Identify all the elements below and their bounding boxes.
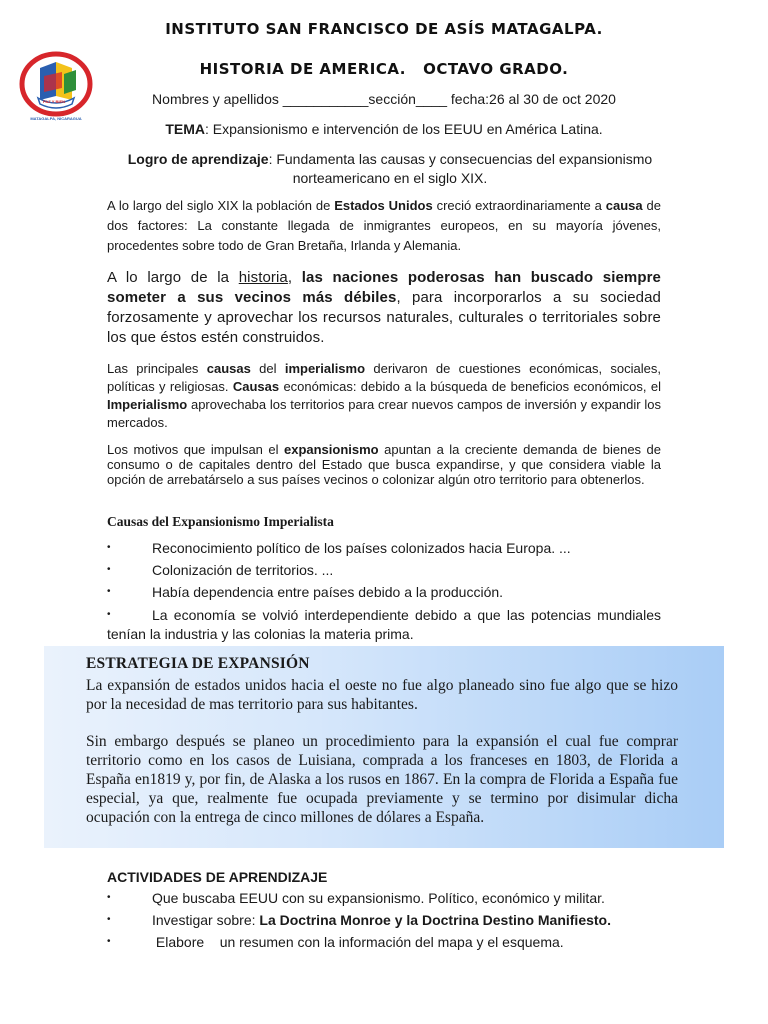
text: Las principales	[107, 361, 207, 376]
bullet-icon: •	[107, 586, 111, 597]
tema-line	[0, 121, 768, 137]
list-item-text: Colonización de territorios. ...	[152, 562, 334, 578]
causas-list	[107, 540, 661, 644]
logro-label: Logro de aprendizaje	[127, 151, 269, 167]
causas-heading: Causas del Expansionismo Imperialista	[107, 514, 334, 529]
bold-text: expansionismo	[283, 442, 379, 457]
logo-top-text	[18, 50, 94, 51]
estrategia-paragraph-2: Sin embargo después se planeo un procedimiento para la expansión el cual fue comprar territorio como en los casos de Luisiana, comprada a los franceses en 1803, de Florida a España en1819 y, por fin, de Alaska a los rusos en 1867. En la compra de Florida a España fue especial, ya que, realmente fue ocupada previamente y se termino por disimular dicha ocupación con la entrega de cinco millones de dólares a España.	[86, 733, 678, 826]
paragraph-poblacion	[107, 196, 661, 256]
bullet-icon: •	[107, 892, 111, 903]
bullet-icon: •	[107, 914, 111, 925]
bullet-icon: •	[107, 609, 111, 620]
list-item	[107, 934, 667, 956]
bullet-icon: •	[107, 542, 111, 553]
actividades-heading: ACTIVIDADES DE APRENDIZAJE	[107, 869, 328, 885]
text: A lo largo de la	[107, 269, 239, 286]
list-item	[107, 562, 661, 584]
text: económicas: debido a la búsqueda de beneficios económicos, el	[279, 379, 661, 394]
bold-text: imperialismo	[284, 361, 366, 376]
bold-text: La Doctrina Monroe y la Doctrina Destino Manifiesto.	[259, 912, 611, 928]
logo-ribbon-text: PAZ Y BIEN	[43, 99, 66, 104]
text: del	[250, 361, 285, 376]
actividades-list	[107, 890, 667, 956]
paragraph-motivos-expansionismo	[107, 442, 661, 487]
bold-text: Imperialismo	[107, 397, 188, 412]
text: creció extraordinariamente a	[432, 198, 606, 213]
bold-text: causa	[605, 198, 643, 213]
text: Los motivos que impulsan el	[107, 442, 284, 457]
list-item-text: Elabore un resumen con la información del mapa y el esquema.	[152, 934, 564, 950]
school-title: INSTITUTO SAN FRANCISCO DE ASÍS MATAGALPA.	[165, 20, 603, 38]
bullet-icon: •	[107, 564, 111, 575]
list-item	[107, 540, 661, 562]
student-info-line: Nombres y apellidos ___________sección____ fecha:26 al 30 de oct 2020	[152, 91, 616, 107]
list-item-text: Investigar sobre:	[152, 912, 260, 928]
bold-text: Estados Unidos	[334, 198, 433, 213]
text: derivaron de cuestiones económicas, sociales, políticas y religiosas.	[107, 361, 662, 394]
text: , para incorporarlos a su sociedad forzosamente y aprovechar los recursos naturales, culturales o territoriales sobre los que éstos estén construidos.	[107, 289, 661, 346]
list-item	[107, 606, 661, 644]
text: de dos factores: La constante llegada de inmigrantes europeos, en su mayoría jóvenes, procedentes sobre todo de Gran Bretaña, Irlanda y Alemania.	[107, 198, 661, 253]
text: apuntan a la creciente demanda de bienes de consumo o de capitales dentro del Estado que busca expandirse, y que considera viable la opción de arrebatárselo a sus países vecinos o colonizar algún otro territorio para obtenerlos.	[107, 442, 661, 487]
text: aprovechaba los territorios para crear nuevos campos de inversión y expandir los mercados.	[107, 397, 661, 430]
text: A lo largo del siglo XIX la población de	[107, 198, 335, 213]
tema-label: TEMA	[165, 121, 205, 137]
course-title: HISTORIA DE AMERICA. OCTAVO GRADO.	[199, 60, 569, 78]
bold-text: causas	[206, 361, 251, 376]
text: ,	[287, 269, 302, 286]
list-item-text: La economía se volvió interdependiente debido a que las potencias mundiales tenían la industria y las colonias la materia prima.	[107, 607, 661, 642]
historia-link[interactable]: historia	[238, 269, 288, 286]
paragraph-naciones-poderosas	[107, 268, 661, 348]
list-item-text: Reconocimiento político de los países colonizados hacia Europa. ...	[152, 540, 571, 556]
list-item	[107, 584, 661, 606]
list-item-text: Que buscaba EEUU con su expansionismo. Político, económico y militar.	[152, 890, 605, 906]
list-item-text: Había dependencia entre países debido a la producción.	[152, 584, 504, 600]
estrategia-heading: ESTRATEGIA DE EXPANSIÓN	[86, 655, 310, 672]
logro-text: : Fundamenta las causas y consecuencias del expansionismo norteamericano en el siglo XIX.	[268, 151, 653, 186]
list-item	[107, 912, 667, 934]
list-item	[107, 890, 667, 912]
logo-bottom-text: MATAGALPA, NICARAGUA	[30, 116, 82, 121]
bold-text: las naciones poderosas han buscado siempre someter a sus vecinos más débiles	[107, 269, 661, 306]
tema-text: : Expansionismo e intervención de los EEUU en América Latina.	[205, 121, 603, 137]
paragraph-causas-imperialismo	[107, 360, 661, 432]
bold-text: Causas	[232, 379, 280, 394]
bullet-icon: •	[107, 936, 111, 947]
estrategia-paragraph-1: La expansión de estados unidos hacia el oeste no fue algo planeado sino fue algo que se hizo por la necesidad de mas territorio para sus habitantes.	[86, 677, 678, 713]
logro-aprendizaje	[100, 150, 680, 188]
